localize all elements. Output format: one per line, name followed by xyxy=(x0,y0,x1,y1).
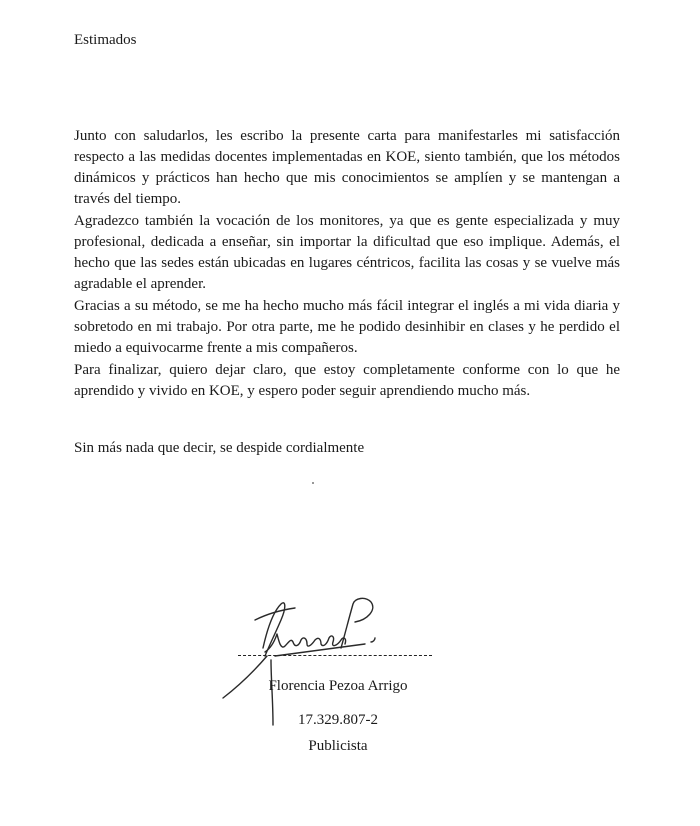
signer-id-number: 17.329.807-2 xyxy=(298,712,378,728)
letter-paragraph-3: Gracias a su método, se me ha hecho mucho más fácil integrar el inglés a mi vida diaria y sobretodo en mi trabajo. Por otra parte, me he podido desinhibir en clases y he perdido el miedo a equivocarme frente a mis compañeros. xyxy=(74,298,620,356)
signer-name: Florencia Pezoa Arrigo xyxy=(268,678,408,694)
letter-paragraph-2: Agradezco también la vocación de los monitores, ya que es gente especializada y muy profesional, dedicada a enseñar, sin importar la dificultad que eso implique. Además, el hecho que las sedes están ubicadas en lugares céntricos, facilita las cosas y se vuelve más agradable el aprender. xyxy=(74,213,620,292)
signature-line xyxy=(238,655,432,656)
letter-greeting: Estimados xyxy=(74,32,137,48)
letter-paragraph-4: Para finalizar, quiero dejar claro, que estoy completamente conforme con lo que he aprendido y vivido en KOE, y espero poder seguir aprendiendo mucho más. xyxy=(74,362,620,399)
handwritten-signature xyxy=(215,590,455,730)
letter-paragraph-1: Junto con saludarlos, les escribo la presente carta para manifestarles mi satisfacción respecto a las medidas docentes implementadas en KOE, siento también, que los métodos dinámicos y prácticos han hecho que mis conocimientos se amplíen y se mantengan a través del tiempo. xyxy=(74,128,620,207)
scan-speck xyxy=(312,482,314,484)
signer-title: Publicista xyxy=(308,738,368,754)
letter-closing: Sin más nada que decir, se despide cordialmente xyxy=(74,440,365,456)
